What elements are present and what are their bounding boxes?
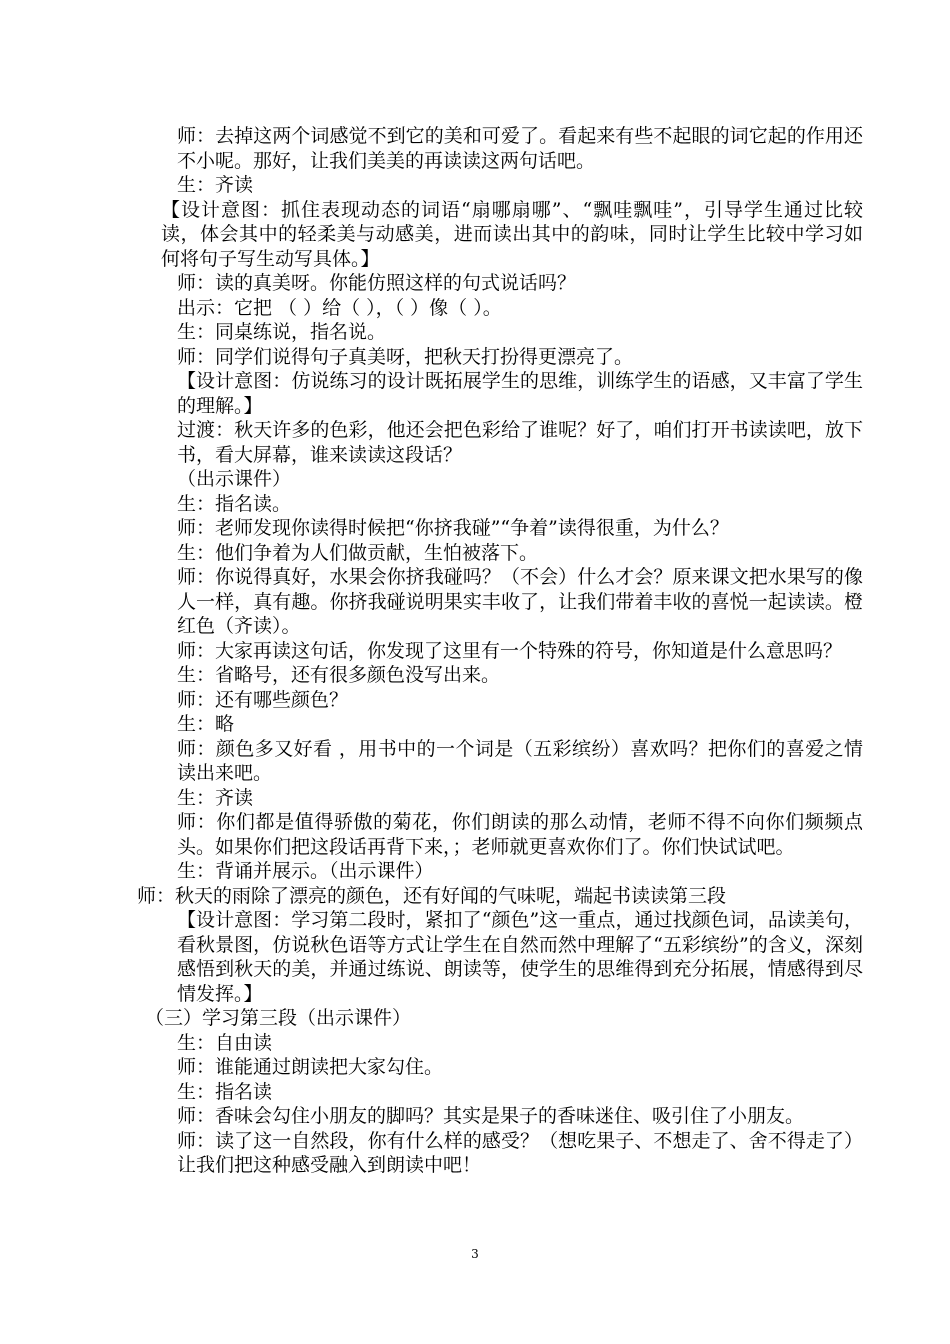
paragraph: 师：大家再读这句话，你发现了这里有一个特殊的符号，你知道是什么意思吗？: [177, 639, 843, 662]
paragraph: 生：自由读: [177, 1031, 273, 1054]
paragraph: （三）学习第三段（出示课件）: [145, 1007, 412, 1029]
paragraph: 生：齐读: [177, 786, 254, 809]
paragraph: 师：读了这一自然段，你有什么样的感受？（想吃果子、不想走了、舍不得走了）让我们把这种感受融入到朗读中吧！: [177, 1129, 863, 1176]
paragraph: （出示课件）: [177, 468, 292, 490]
paragraph: 生：他们争着为人们做贡献，生怕被落下。: [177, 541, 539, 564]
paragraph: 师：颜色多又好看 ，用书中的一个词是（五彩缤纷）喜欢吗？把你们的喜爱之情读出来吧。: [177, 737, 863, 784]
paragraph: 【设计意图：抓住表现动态的词语“扇哪扇哪”、“飘哇飘哇”，引导学生通过比较读，体会其中的轻柔美与动感美，进而读出其中的韵味，同时让学生比较中学习如何将句子写生动写具体。】: [161, 198, 863, 270]
paragraph: 生：指名读。: [177, 492, 292, 515]
paragraph: 生：齐读: [177, 174, 254, 196]
paragraph: 生：略: [177, 713, 235, 735]
page-number: 3: [471, 1247, 479, 1261]
paragraph: 师：还有哪些颜色？: [177, 688, 349, 711]
document-body: [137, 124, 863, 1178]
paragraph: 师：你说得真好，水果会你挤我碰吗？（不会）什么才会？原来课文把水果写的像人一样，真有趣。你挤我碰说明果实丰收了，让我们带着丰收的喜悦一起读读。橙红色（齐读）。: [177, 566, 863, 637]
paragraph: 生：省略号，还有很多颜色没写出来。: [177, 664, 501, 686]
paragraph: 生：同桌练说，指名说。: [177, 321, 387, 343]
paragraph: 过渡：秋天许多的色彩，他还会把色彩给了谁呢？好了，咱们打开书读读吧，放下书，看大屏幕，谁来读读这段话？: [177, 419, 863, 466]
paragraph: 【设计意图：仿说练习的设计既拓展学生的思维，训练学生的语感，又丰富了学生的理解。】: [177, 370, 863, 417]
paragraph: 师：秋天的雨除了漂亮的颜色，还有好闻的气味呢，端起书读读第三段: [137, 884, 727, 907]
paragraph: 师：老师发现你读得时候把“你挤我碰”“争着”读得很重，为什么？: [177, 517, 729, 539]
paragraph: 出示：它把 （ ）给（ ），（ ）像（ ）。: [177, 296, 502, 319]
paragraph: 师：读的真美呀。你能仿照这样的句式说话吗？: [177, 272, 577, 294]
paragraph: 师：同学们说得句子真美呀，把秋天打扮得更漂亮了。: [177, 345, 634, 368]
paragraph: 生：背诵并展示。（出示课件）: [177, 860, 434, 882]
paragraph: 师：你们都是值得骄傲的菊花，你们朗读的那么动情，老师不得不向你们频频点头。如果你们把这段话再背下来，；老师就更喜欢你们了。你们快试试吧。: [177, 811, 863, 858]
paragraph: 生：指名读: [177, 1080, 273, 1103]
paragraph: 师：香味会勾住小朋友的脚吗？其实是果子的香味迷住、吸引住了小朋友。: [177, 1105, 805, 1127]
paragraph: 师：去掉这两个词感觉不到它的美和可爱了。看起来有些不起眼的词它起的作用还不小呢。那好，让我们美美的再读读这两句话吧。: [177, 125, 863, 172]
paragraph: 【设计意图：学习第二段时，紧扣了“颜色”这一重点，通过找颜色词，品读美句，看秋景图，仿说秋色语等方式让学生在自然而然中理解了“五彩缤纷”的含义，深刻感悟到秋天的美，并通过练说、朗读等，使学生的思维得到充分拓展，情感得到尽情发挥。】: [177, 909, 863, 1005]
paragraph: 师：谁能通过朗读把大家勾住。: [177, 1056, 444, 1078]
